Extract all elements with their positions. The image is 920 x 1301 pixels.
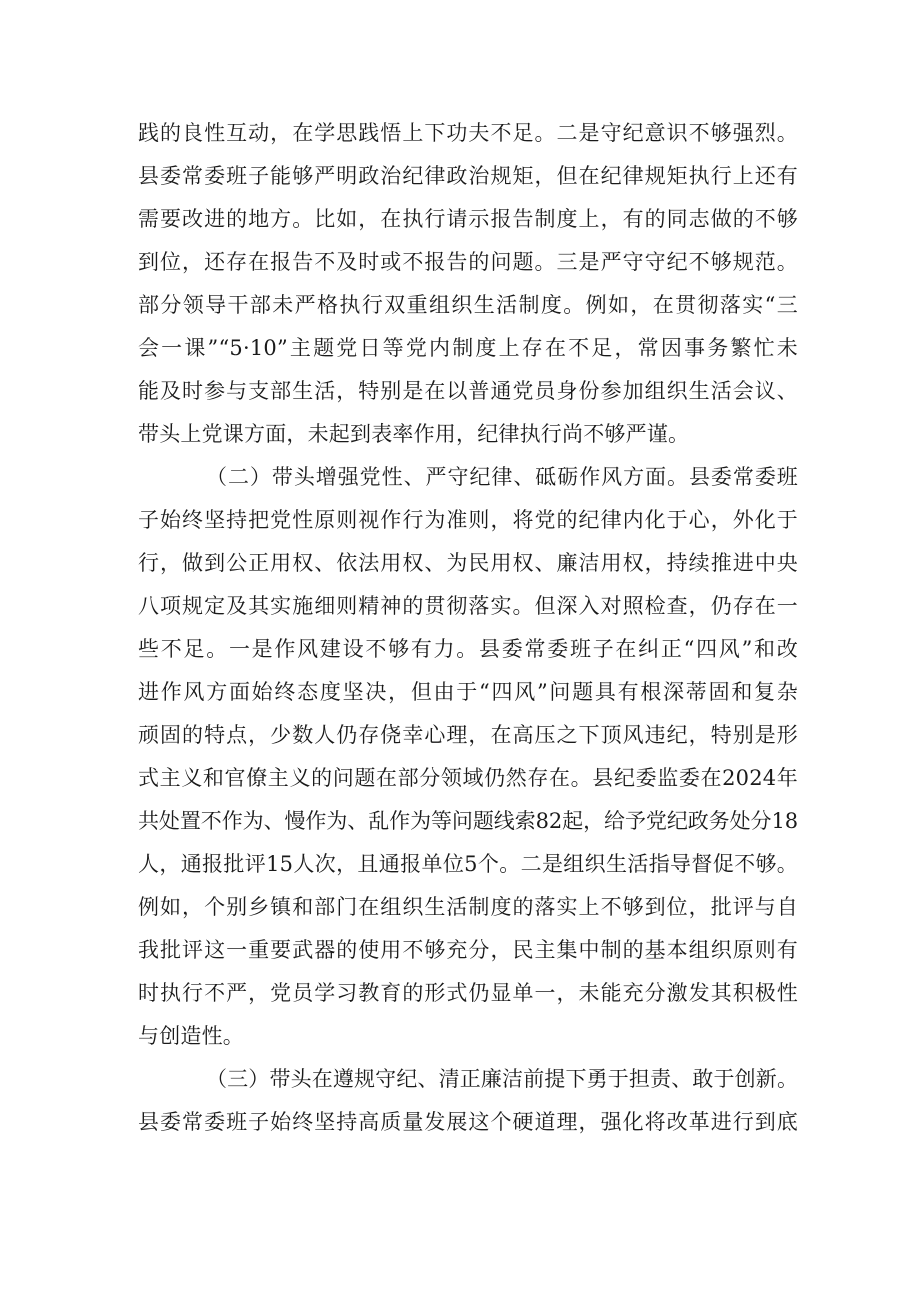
text-line: 子始终坚持把党性原则视作行为准则，将党的纪律内化于心，外化于 [138,508,798,532]
paragraph-1 [138,112,798,456]
text-line: 时执行不严，党员学习教育的形式仍显单一，未能充分激发其积极性 [138,981,798,1005]
text-line: 会一课”“5·10”主题党日等党内制度上存在不足，常因事务繁忙未 [138,336,798,360]
text-line: 例如，个别乡镇和部门在组织生活制度的落实上不够到位，批评与自 [138,895,798,919]
text-line: 式主义和官僚主义的问题在部分领域仍然存在。县纪委监委在2024年 [138,766,798,790]
text-line: 能及时参与支部生活，特别是在以普通党员身份参加组织生活会议、 [138,379,798,403]
text-line: 些不足。一是作风建设不够有力。县委常委班子在纠正“四风”和改 [138,637,798,661]
text-line: 到位，还存在报告不及时或不报告的问题。三是严守守纪不够规范。 [138,250,798,274]
text-line: 部分领导干部未严格执行双重组织生活制度。例如，在贯彻落实“三 [138,293,798,317]
document-body [138,112,798,1144]
text-line: 顽固的特点，少数人仍存侥幸心理，在高压之下顶风违纪，特别是形 [138,723,798,747]
text-line: 行，做到公正用权、依法用权、为民用权、廉洁用权，持续推进中央 [138,551,798,575]
text-line: 共处置不作为、慢作为、乱作为等问题线索82起，给予党纪政务处分18 [138,809,798,833]
text-line: 带头上党课方面，未起到表率作用，纪律执行尚不够严谨。 [138,422,690,446]
text-line: 县委常委班子始终坚持高质量发展这个硬道理，强化将改革进行到底 [138,1110,798,1134]
text-line: 与创造性。 [138,1024,244,1048]
text-line: 进作风方面始终态度坚决，但由于“四风”问题具有根深蒂固和复杂 [138,680,798,704]
paragraph-3 [138,1058,798,1144]
text-line: 八项规定及其实施细则精神的贯彻落实。但深入对照检查，仍存在一 [138,594,798,618]
text-line: 人，通报批评15人次，且通报单位5个。二是组织生活指导督促不够。 [138,852,798,876]
text-line: 我批评这一重要武器的使用不够充分，民主集中制的基本组织原则有 [138,938,798,962]
text-line: 需要改进的地方。比如，在执行请示报告制度上，有的同志做的不够 [138,207,798,231]
section-heading-line: （二）带头增强党性、严守纪律、砥砺作风方面。县委常委班 [206,465,798,489]
text-line: 县委常委班子能够严明政治纪律政治规矩，但在纪律规矩执行上还有 [138,164,798,188]
section-heading-line: （三）带头在遵规守纪、清正廉洁前提下勇于担责、敢于创新。 [206,1067,798,1091]
paragraph-2 [138,456,798,1058]
text-line: 践的良性互动，在学思践悟上下功夫不足。二是守纪意识不够强烈。 [138,121,798,145]
